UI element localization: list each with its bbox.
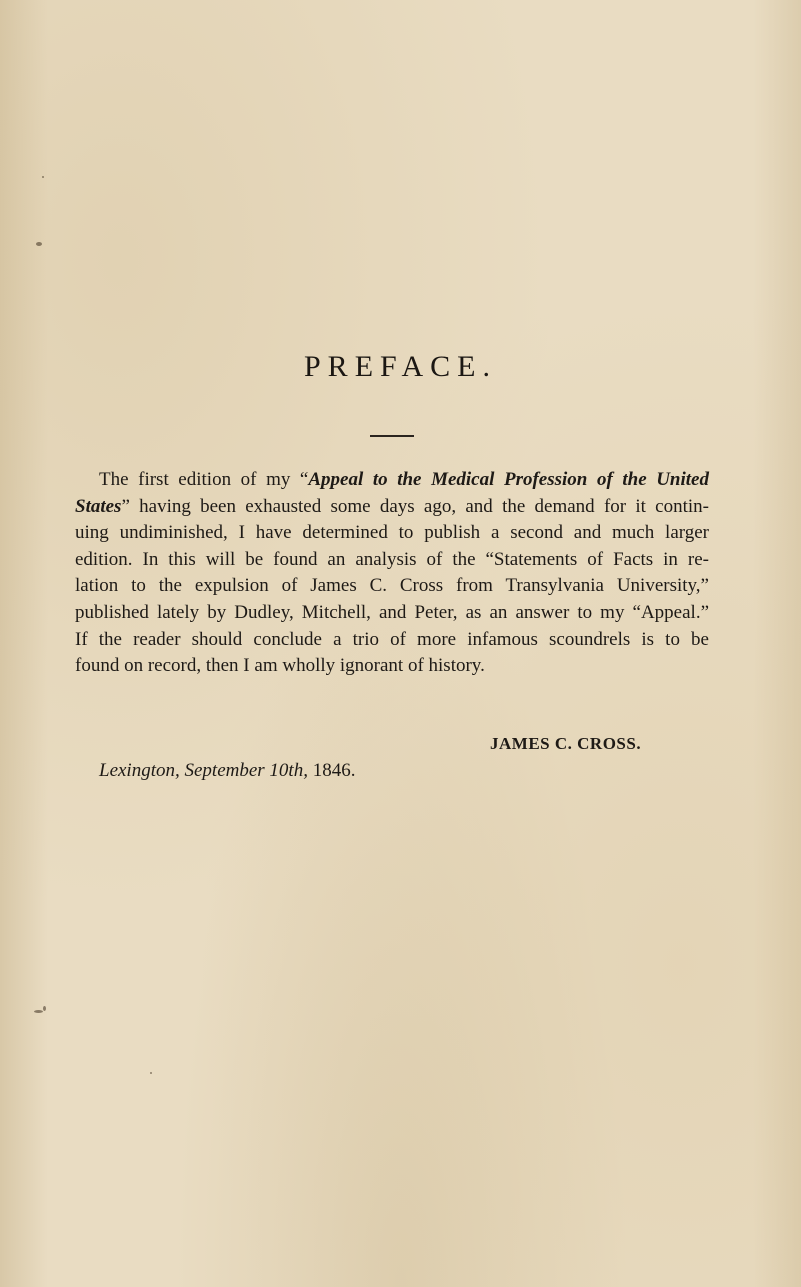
author-signature: JAMES C. CROSS. [490, 734, 642, 753]
paragraph-line: published lately by Dudley, Mitchell, and Peter, as an answer to my “Appeal.” [75, 601, 709, 623]
dateline-year: 1846. [307, 760, 356, 781]
paragraph-line: edition. In this will be found an analysis of the “Statements of Facts in re- [75, 548, 709, 570]
paragraph-line: found on record, then I am wholly ignorant of history. [75, 655, 485, 677]
paper-blemish [42, 176, 44, 178]
paragraph-line: uing undiminished, I have determined to publish a second and much larger [75, 522, 709, 544]
dateline-place-date: Lexington, September 10th, [99, 760, 308, 781]
line-text: ” having been exhausted some days ago, and the demand for it contin- [121, 495, 709, 517]
title-divider [370, 435, 414, 437]
preface-paragraph [75, 467, 709, 680]
paragraph-line [75, 467, 709, 494]
line-text: The first edition of my “ [99, 469, 309, 490]
paragraph-line: If the reader should conclude a trio of more infamous scoundrels is to be [75, 628, 709, 650]
paper-blemish [34, 1010, 43, 1013]
paper-blemish [150, 1072, 152, 1074]
book-title-italic: States [75, 495, 122, 517]
book-title-italic: Appeal to the Medical Profession of the United [308, 469, 709, 490]
page-title: PREFACE. [304, 350, 497, 383]
paper-blemish [43, 1006, 46, 1011]
paragraph-line [75, 494, 709, 521]
dateline [99, 760, 355, 782]
paragraph-line: lation to the expulsion of James C. Cross from Transylvania University,” [75, 575, 709, 597]
paper-blemish [36, 242, 42, 246]
